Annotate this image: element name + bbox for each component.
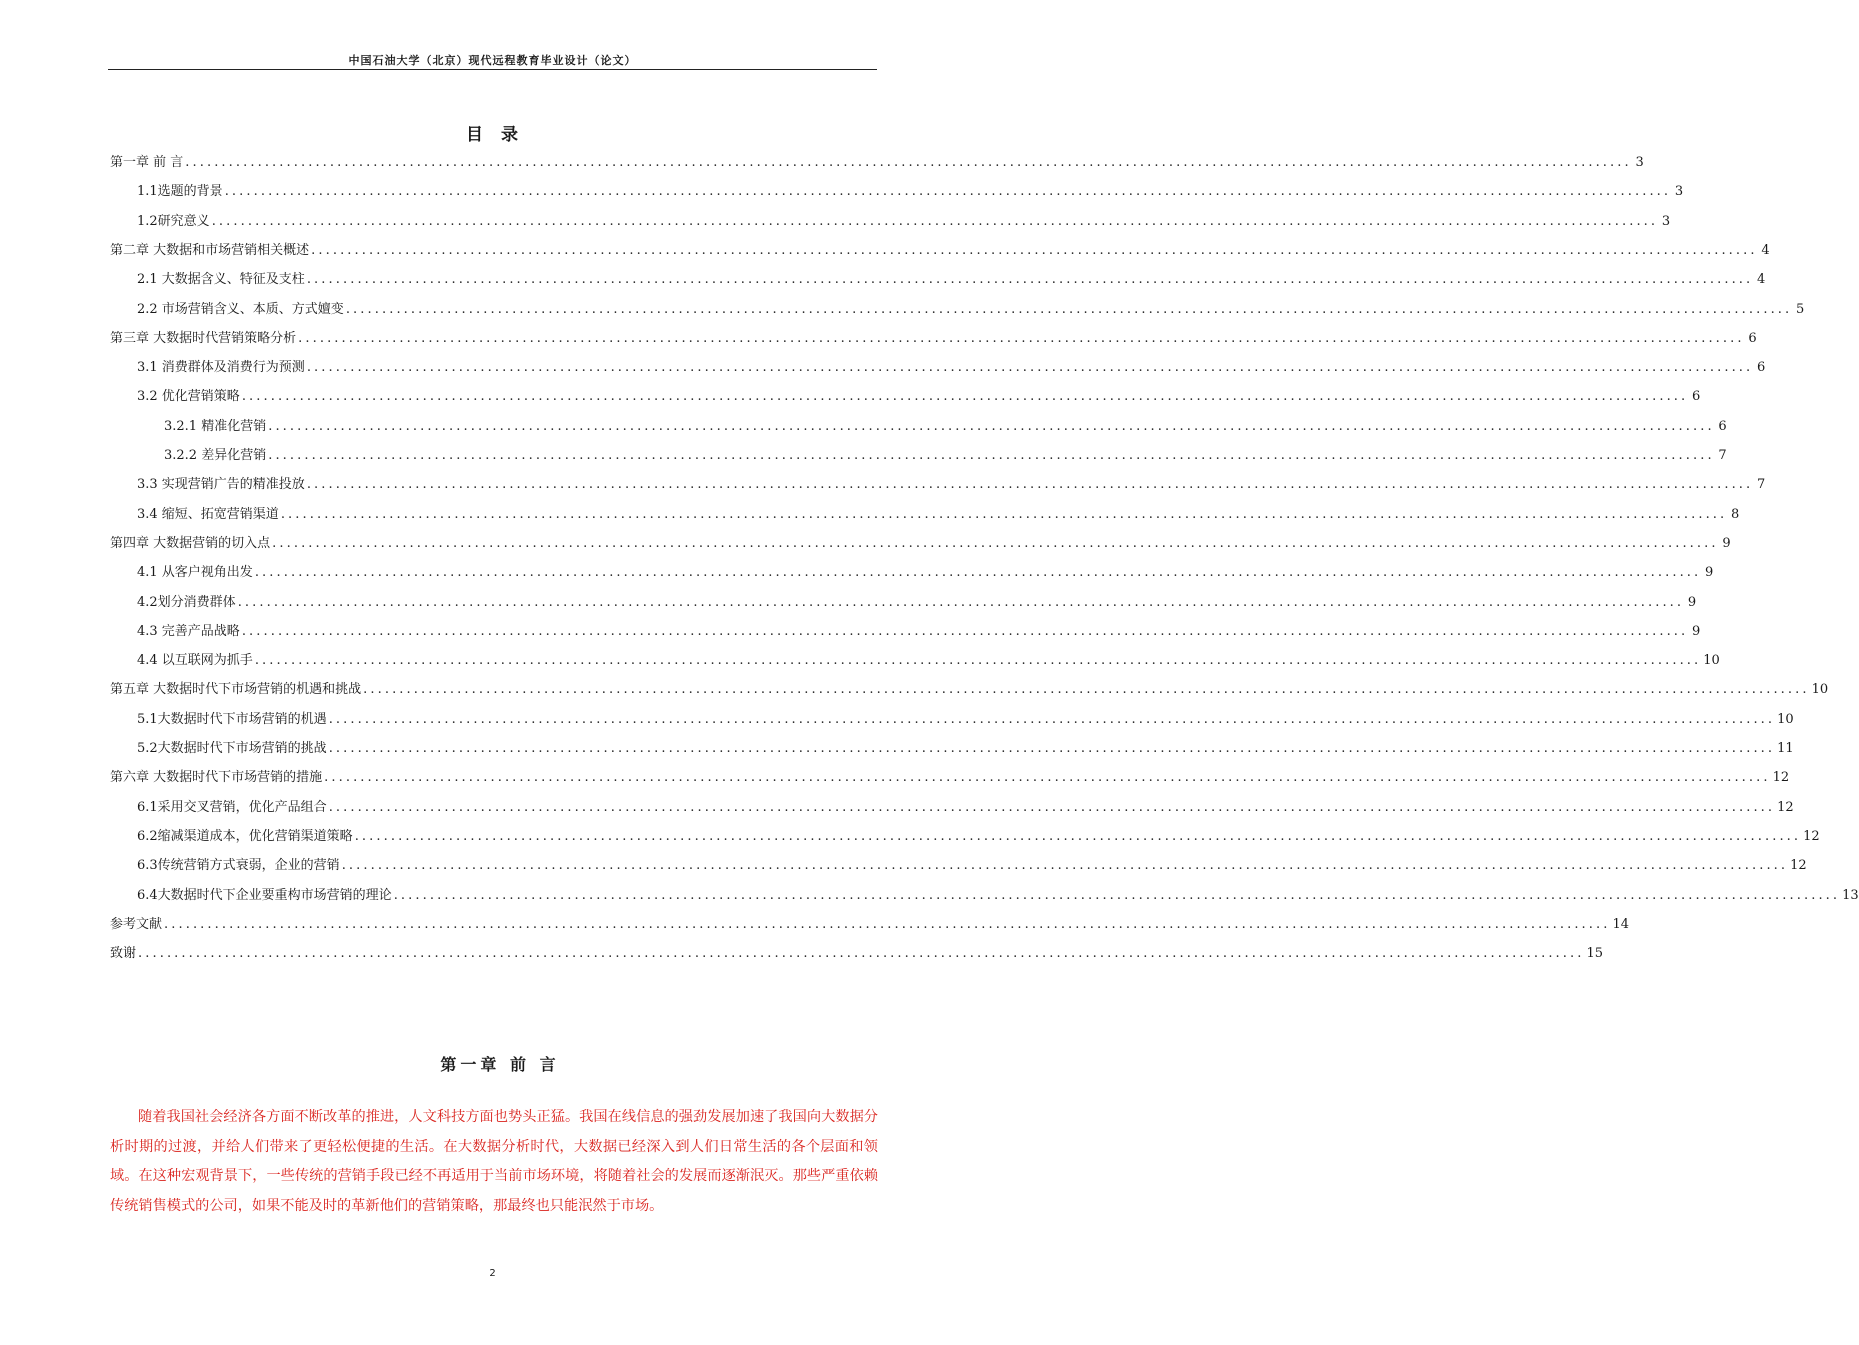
- toc-entry-page: 12: [1803, 828, 1820, 844]
- toc-leader-dots: ........................................................................................................................................................................................................: [306, 272, 1754, 288]
- toc-entry: [110, 939, 1604, 962]
- toc-leader-dots: ........................................................................................................................................................................................................: [306, 360, 1754, 376]
- toc-leader-dots: ........................................................................................................................................................................................................: [280, 506, 1728, 522]
- toc-entry-label: 4.3 完善产品战略: [137, 623, 240, 639]
- toc-entry: [110, 529, 1731, 551]
- toc-entry-page: 12: [1777, 799, 1794, 815]
- toc-entry-page: 6: [1748, 330, 1757, 346]
- toc-entry-label: 第四章 大数据营销的切入点: [110, 535, 271, 551]
- chapter-title: 第一章 前 言: [440, 1055, 560, 1074]
- toc-entry: [110, 822, 1820, 844]
- toc-entry-page: 9: [1687, 594, 1697, 610]
- toc-leader-dots: ........................................................................................................................................................................................................: [341, 858, 1789, 874]
- toc-leader-dots: ........................................................................................................................................................................................................: [185, 155, 1632, 170]
- toc-leader-dots: ........................................................................................................................................................................................................: [311, 242, 1758, 258]
- page-header: 中国石油大学（北京）现代远程教育毕业设计（论文）: [348, 54, 637, 67]
- toc-entry-label: 3.3 实现营销广告的精准投放: [137, 477, 305, 493]
- toc-leader-dots: ........................................................................................................................................................................................................: [306, 477, 1754, 493]
- toc-leader-dots: ........................................................................................................................................................................................................: [211, 213, 1659, 229]
- toc-entry-page: 13: [1842, 887, 1859, 903]
- toc-entry-label: 1.2研究意义: [137, 213, 210, 229]
- toc-leader-dots: ........................................................................................................................................................................................................: [298, 330, 1745, 346]
- toc-entry-label: 3.2.2 差异化营销: [164, 448, 267, 463]
- header-rule: [108, 69, 877, 70]
- toc-entry: [110, 324, 1757, 346]
- toc-entry-label: 5.1大数据时代下市场营销的机遇: [137, 711, 327, 727]
- toc-entry-page: 3: [1635, 155, 1644, 170]
- toc-entry-page: 12: [1772, 770, 1790, 786]
- toc-leader-dots: ........................................................................................................................................................................................................: [324, 770, 1771, 786]
- toc-entry: [110, 148, 1644, 170]
- toc-entry-page: 10: [1811, 682, 1829, 698]
- toc-entry-page: 4: [1757, 272, 1766, 288]
- toc-entry: [110, 441, 1727, 463]
- toc-entry-page: 10: [1703, 653, 1720, 669]
- toc-entry: [110, 910, 1630, 932]
- toc-entry-page: 5: [1796, 301, 1805, 317]
- toc-leader-dots: ........................................................................................................................................................................................................: [268, 418, 1715, 434]
- toc-entry-label: 3.2.1 精准化营销: [164, 418, 267, 434]
- toc-entry-label: 3.4 缩短、拓宽营销渠道: [137, 506, 279, 522]
- toc-leader-dots: ........................................................................................................................................................................................................: [254, 653, 1702, 669]
- toc-leader-dots: ........................................................................................................................................................................................................: [328, 711, 1776, 727]
- toc-leader-dots: ........................................................................................................................................................................................................: [393, 887, 1841, 903]
- toc-entry-label: 6.4大数据时代下企业要重构市场营销的理论: [137, 887, 392, 903]
- toc-entry: [110, 207, 1671, 229]
- toc-title: 目 录: [466, 125, 524, 145]
- toc-entry-page: 9: [1692, 623, 1701, 639]
- toc-leader-dots: ........................................................................................................................................................................................................: [328, 741, 1776, 756]
- toc-entry-label: 4.4 以互联网为抓手: [137, 653, 253, 669]
- toc-leader-dots: ........................................................................................................................................................................................................: [164, 916, 1611, 932]
- toc-entry: [110, 617, 1701, 639]
- toc-entry-label: 1.1选题的背景: [137, 184, 223, 200]
- toc-entry: [110, 851, 1807, 874]
- toc-leader-dots: ........................................................................................................................................................................................................: [237, 594, 1685, 610]
- toc-entry-label: 第一章 前 言: [110, 155, 184, 170]
- toc-entry-label: 2.2 市场营销含义、本质、方式嬗变: [137, 301, 344, 317]
- toc-entry-label: 2.1 大数据含义、特征及支柱: [137, 272, 305, 288]
- toc-leader-dots: ........................................................................................................................................................................................................: [241, 623, 1689, 639]
- toc-entry-page: 6: [1718, 418, 1727, 434]
- toc-entry-label: 5.2大数据时代下市场营销的挑战: [137, 741, 327, 756]
- toc-entry: [110, 793, 1794, 815]
- toc-entry-page: 11: [1777, 741, 1794, 756]
- toc-entry-label: 第三章 大数据时代营销策略分析: [110, 330, 297, 346]
- toc-entry-label: 3.1 消费群体及消费行为预测: [137, 360, 305, 376]
- toc-entry-page: 12: [1790, 858, 1807, 874]
- toc-leader-dots: ........................................................................................................................................................................................................: [241, 389, 1689, 405]
- toc-leader-dots: ........................................................................................................................................................................................................: [224, 184, 1672, 200]
- toc-entry: [110, 236, 1770, 258]
- toc-entry-page: 9: [1722, 535, 1731, 551]
- toc-entry-label: 3.2 优化营销策略: [137, 389, 240, 405]
- toc-entry-label: 6.1采用交叉营销，优化产品组合: [137, 799, 327, 815]
- toc-entry: [110, 734, 1794, 756]
- toc-leader-dots: ........................................................................................................................................................................................................: [272, 535, 1719, 551]
- toc-entry: [110, 588, 1697, 610]
- toc-entry: [110, 558, 1714, 581]
- page-number: 2: [489, 1268, 496, 1279]
- toc-entry: [110, 646, 1720, 669]
- toc-entry: [110, 265, 1766, 288]
- toc-entry-page: 7: [1757, 477, 1766, 493]
- toc-entry: [110, 295, 1805, 317]
- toc-entry-label: 6.2缩减渠道成本，优化营销渠道策略: [137, 828, 353, 844]
- toc-entry-label: 4.1 从客户视角出发: [137, 565, 253, 581]
- toc-entry: [110, 382, 1701, 405]
- toc-entry-page: 15: [1586, 946, 1604, 962]
- toc-leader-dots: ........................................................................................................................................................................................................: [138, 946, 1585, 962]
- toc-entry: [110, 763, 1790, 786]
- toc-entry-label: 6.3传统营销方式衰弱，企业的营销: [137, 858, 340, 874]
- toc-entry: [110, 675, 1829, 698]
- toc-entry-label: 第六章 大数据时代下市场营销的措施: [110, 770, 323, 786]
- toc-entry-page: 8: [1731, 506, 1740, 522]
- toc-entry-page: 7: [1718, 448, 1727, 463]
- toc-entry: [110, 881, 1859, 903]
- toc-entry-label: 第二章 大数据和市场营销相关概述: [110, 242, 310, 258]
- toc-entry-label: 致谢: [110, 946, 137, 962]
- toc-leader-dots: ........................................................................................................................................................................................................: [254, 565, 1702, 581]
- toc-leader-dots: ........................................................................................................................................................................................................: [345, 301, 1793, 317]
- toc-entry: [110, 353, 1766, 376]
- toc-entry-page: 6: [1692, 389, 1701, 405]
- toc-entry: [110, 412, 1727, 434]
- toc-leader-dots: ........................................................................................................................................................................................................: [354, 828, 1802, 844]
- toc-entry-page: 4: [1761, 242, 1770, 258]
- toc-entry: [110, 470, 1766, 493]
- toc-entry-label: 参考文献: [110, 916, 163, 932]
- toc-entry-page: 6: [1757, 360, 1766, 376]
- chapter-paragraph: 随着我国社会经济各方面不断改革的推进，人文科技方面也势头正猛。我国在线信息的强劲发展加速了我国向大数据分析时期的过渡，并给人们带来了更轻松便捷的生活。在大数据分析时代，大数据已经深入到人们日常生活的各个层面和领域。在这种宏观背景下，一些传统的营销手段已经不再适用于当前市场环境，将随着社会的发展而逐渐泯灭。那些严重依赖传统销售模式的公司，如果不能及时的革新他们的营销策略，那最终也只能泯然于市场。: [110, 1109, 878, 1214]
- toc-entry-page: 14: [1612, 916, 1630, 932]
- toc-leader-dots: ........................................................................................................................................................................................................: [268, 448, 1715, 463]
- toc-leader-dots: ........................................................................................................................................................................................................: [328, 799, 1776, 815]
- toc-entry-label: 4.2划分消费群体: [137, 594, 236, 610]
- toc-entry: [110, 500, 1740, 522]
- toc-entry-page: 3: [1674, 184, 1684, 200]
- toc-entry-page: 10: [1777, 711, 1794, 727]
- toc-leader-dots: ........................................................................................................................................................................................................: [363, 682, 1810, 698]
- toc-entry: [110, 705, 1794, 727]
- toc-entry-label: 第五章 大数据时代下市场营销的机遇和挑战: [110, 682, 362, 698]
- toc-entry: [110, 177, 1684, 200]
- toc-entry-page: 3: [1661, 213, 1671, 229]
- toc-entry-page: 9: [1705, 565, 1714, 581]
